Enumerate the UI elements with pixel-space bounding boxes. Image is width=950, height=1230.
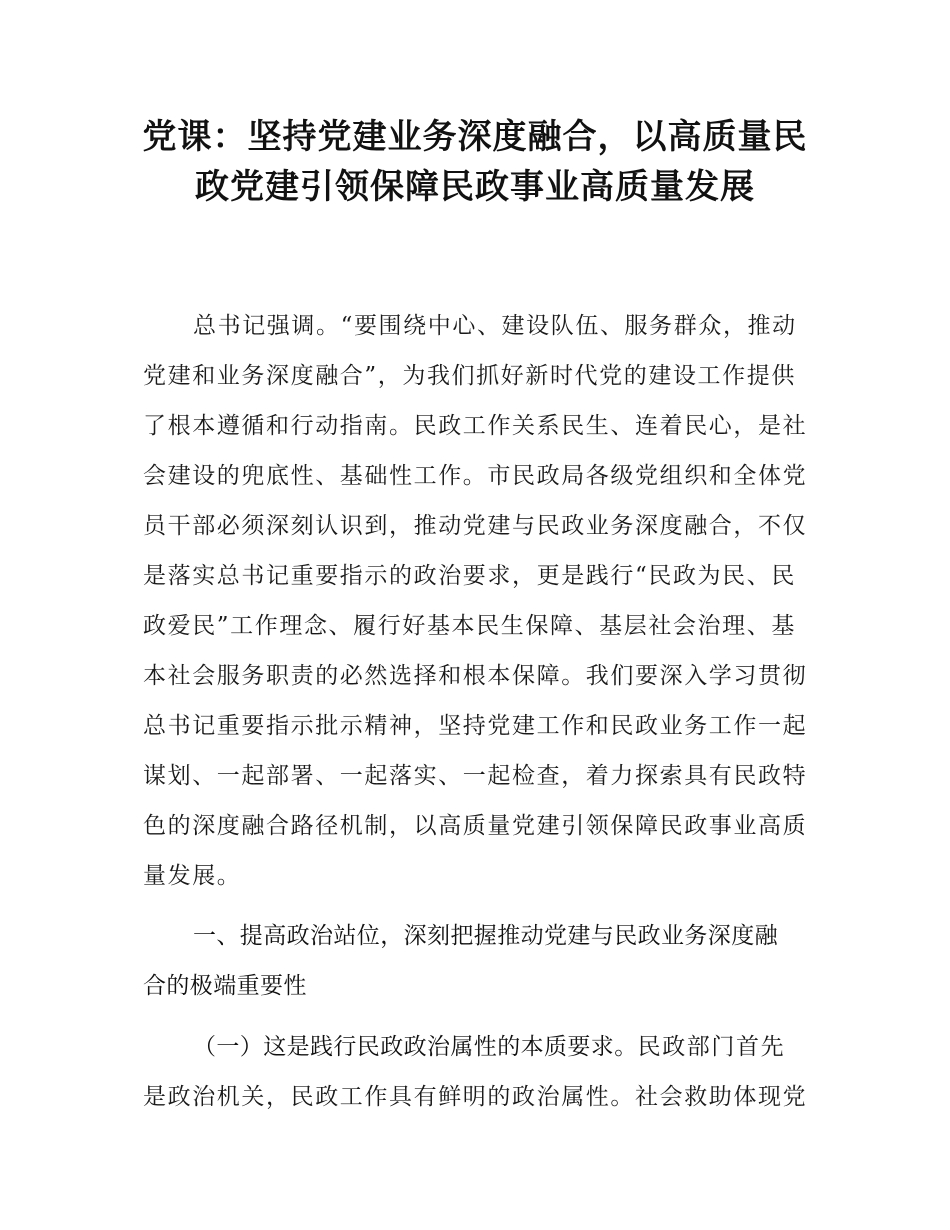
paragraph-line: 政爱民”工作理念、履行好基本民生保障、基层社会治理、基 (143, 613, 796, 639)
title-line-2: 政党建引领保障民政事业高质量发展 (195, 167, 755, 207)
paragraph-line: 员干部必须深刻认识到，推动党建与民政业务深度融合，不仅 (143, 513, 808, 539)
paragraph-line: 谋划、一起部署、一起落实、一起检查，着力探索具有民政特 (143, 763, 808, 789)
paragraph-line: 是落实总书记重要指示的政治要求，更是践行“民政为民、民 (143, 563, 796, 589)
section-heading-line-2: 合的极端重要性 (143, 973, 307, 999)
section-heading-line-1: 一、提高政治站位，深刻把握推动党建与民政业务深度融 (193, 923, 778, 949)
paragraph-line: 色的深度融合路径机制，以高质量党建引领保障民政事业高质 (143, 813, 808, 839)
document-title (120, 112, 830, 212)
paragraph-line: 量发展。 (143, 863, 242, 889)
paragraph-line: 会建设的兜底性、基础性工作。市民政局各级党组织和全体党 (143, 463, 808, 489)
paragraph-line: 了根本遵循和行动指南。民政工作关系民生、连着民心，是社 (143, 413, 808, 439)
subsection-heading: （一）这是践行民政政治属性的本质要求。 (193, 1034, 638, 1060)
subsection-paragraph-1 (143, 1022, 811, 1122)
subsection-line-rest: 民政部门首先 (637, 1034, 786, 1060)
paragraph-line: 总书记重要指示批示精神，坚持党建工作和民政业务工作一起 (143, 713, 808, 739)
title-line-1: 党课：坚持党建业务深度融合，以高质量民 (142, 117, 808, 157)
paragraph-line: 总书记强调。“要围绕中心、建设队伍、服务群众，推动 (193, 313, 797, 339)
subsection-first-line (143, 1022, 811, 1072)
intro-paragraph (143, 301, 811, 901)
paragraph-line: 党建和业务深度融合”，为我们抓好新时代党的建设工作提供 (143, 363, 796, 389)
section-heading-1 (143, 911, 811, 1011)
paragraph-line: 本社会服务职责的必然选择和根本保障。我们要深入学习贯彻 (143, 663, 808, 689)
paragraph-line: 是政治机关，民政工作具有鲜明的政治属性。社会救助体现党 (143, 1084, 808, 1110)
